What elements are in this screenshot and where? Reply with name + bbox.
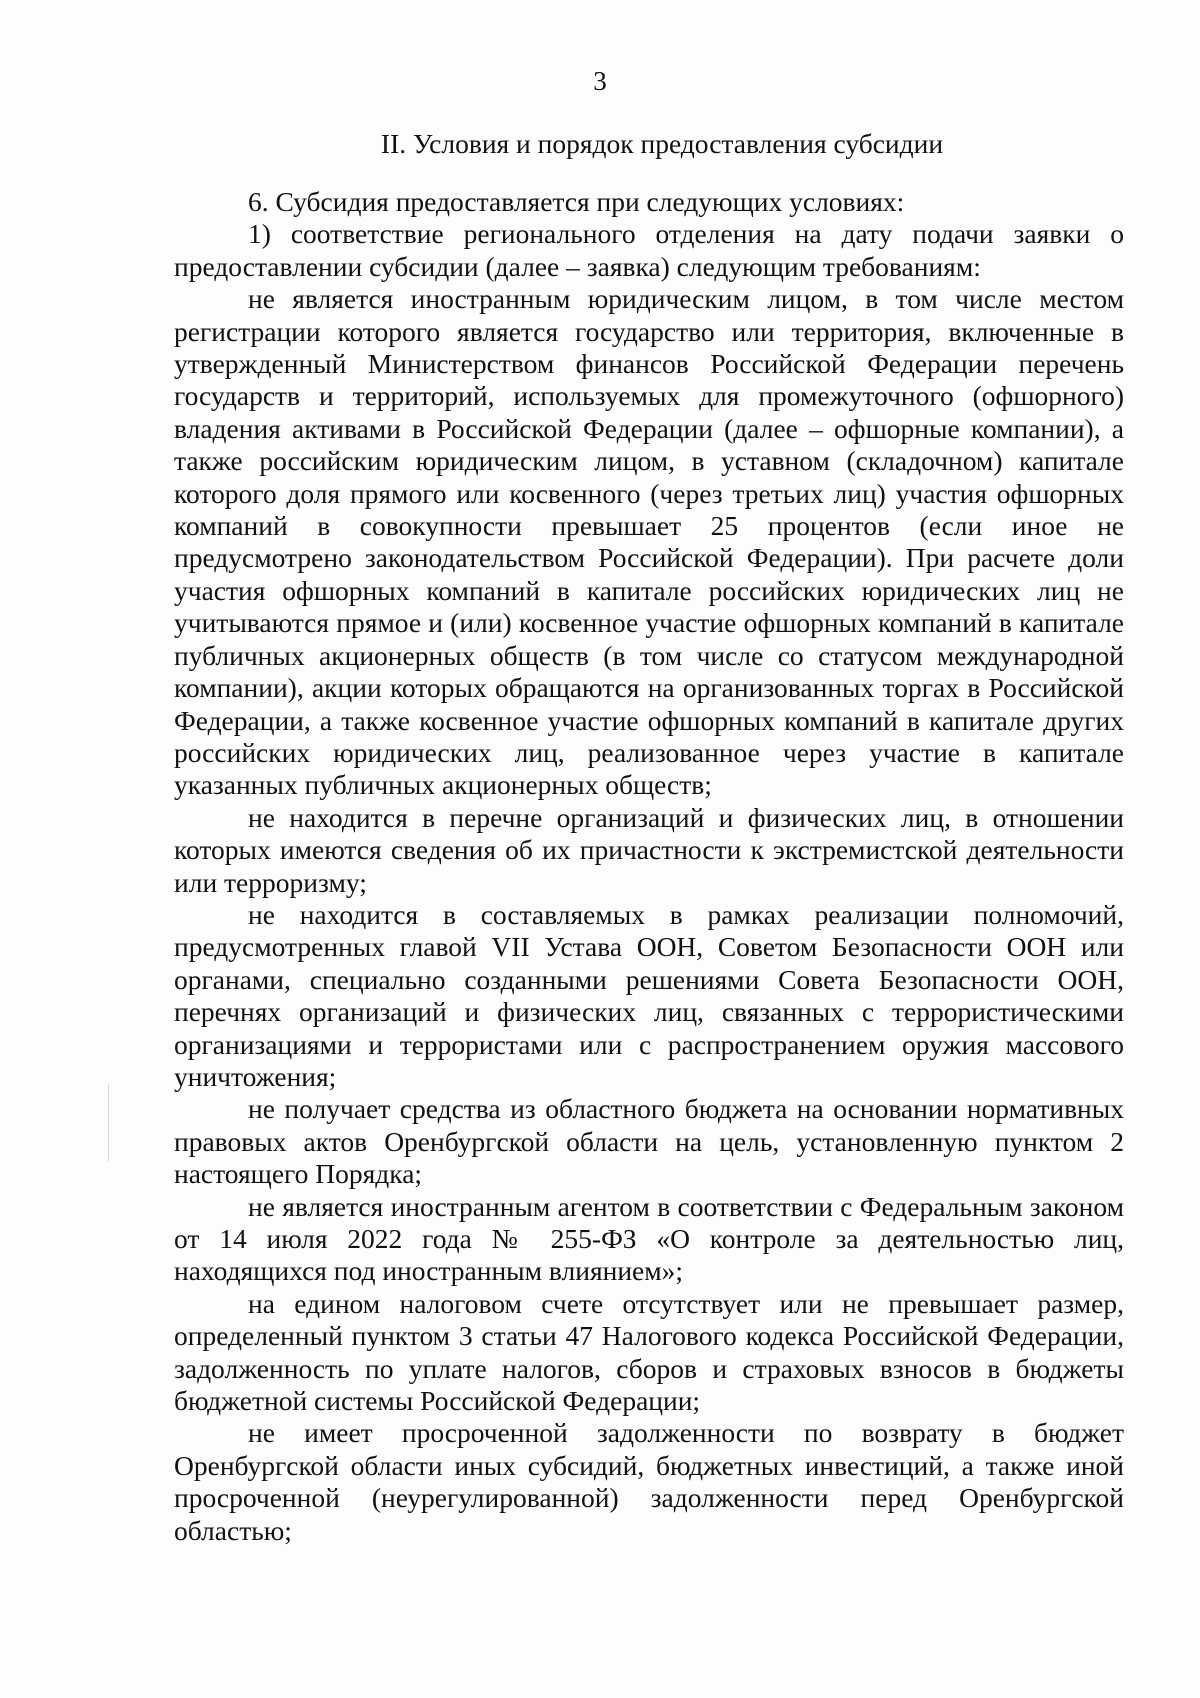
- paragraph-budget-funds: не получает средства из областного бюджета на основании нормативных правовых актов Оренбургской области на цель, установленную пунктом 2 настоящего Порядка;: [174, 1093, 1124, 1190]
- paragraph-extremism: не находится в перечне организаций и физических лиц, в отношении которых имеются сведения об их причастности к экстремистской деятельности или терроризму;: [174, 801, 1124, 898]
- document-body: [174, 186, 1124, 1547]
- paragraph-tax-debt: на едином налоговом счете отсутствует или не превышает размер, определенный пунктом 3 статьи 47 Налогового кодекса Российской Федерации, задолженность по уплате налогов, сборов и страховых взносов в бюджеты бюджетной системы Российской Федерации;: [174, 1287, 1124, 1417]
- page-number: 3: [593, 66, 607, 96]
- paragraph-overdue-debt: не имеет просроченной задолженности по возврату в бюджет Оренбургской области иных субсидий, бюджетных инвестиций, а также иной просроченной (неурегулированной) задолженности перед Оренбургской областью;: [174, 1417, 1124, 1546]
- paragraph-offshore: не является иностранным юридическим лицом, в том числе местом регистрации которого является государство или территория, включенные в утвержденный Министерством финансов Российской Федерации перечень государств и территорий, используемых для промежуточного (офшорного) владения активами в Российской Федерации (далее – офшорные компании), а также российским юридическим лицом, в уставном (складочном) капитале которого доля прямого или косвенного (через третьих лиц) участия офшорных компаний в совокупности превышает 25 процентов (если иное не предусмотрено законодательством Российской Федерации). При расчете доли участия офшорных компаний в капитале российских юридических лиц не учитываются прямое и (или) косвенное участие офшорных компаний в капитале публичных акционерных обществ (в том числе со статусом международной компании), акции которых обращаются на организованных торгах в Российской Федерации, а также косвенное участие офшорных компаний в капитале других российских юридических лиц, реализованное через участие в капитале указанных публичных акционерных обществ;: [174, 283, 1124, 801]
- scan-artifact-line: [108, 1084, 109, 1162]
- paragraph-foreign-agent: не является иностранным агентом в соответствии с Федеральным законом от 14 июля 2022 года № 255-ФЗ «О контроле за деятельностью лиц, находящихся под иностранным влиянием»;: [174, 1190, 1124, 1287]
- paragraph-condition-6: 6. Субсидия предоставляется при следующих условиях:: [248, 186, 905, 217]
- section-title: II. Условия и порядок предоставления субсидии: [380, 128, 944, 159]
- paragraph-requirement-1: 1) соответствие регионального отделения на дату подачи заявки о предоставлении субсидии (далее – заявка) следующим требованиям:: [174, 218, 1124, 282]
- paragraph-un-lists: не находится в составляемых в рамках реализации полномочий, предусмотренных главой VII Устава ООН, Советом Безопасности ООН или органами, специально созданными решениями Совета Безопасности ООН, перечнях организаций и физических лиц, связанных с террористическими организациями и террористами или с распространением оружия массового уничтожения;: [174, 898, 1124, 1092]
